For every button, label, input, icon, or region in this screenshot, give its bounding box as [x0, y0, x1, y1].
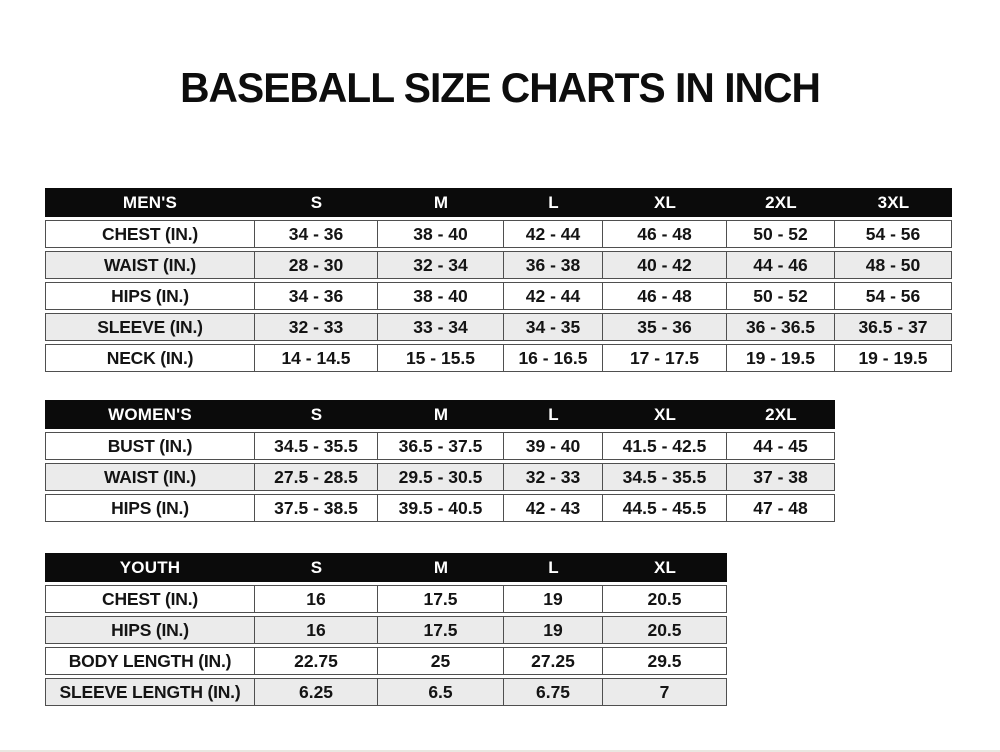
size-value-cell: 54 - 56	[835, 220, 952, 248]
size-value-cell: 37.5 - 38.5	[255, 494, 378, 522]
column-header: L	[548, 557, 559, 577]
size-value-cell: 42 - 43	[504, 494, 603, 522]
column-header: L	[548, 404, 559, 424]
size-value-cell: 33 - 34	[378, 313, 504, 341]
column-header: M	[433, 192, 449, 212]
row-label: NECK (IN.)	[45, 344, 255, 372]
size-value-cell: 44 - 45	[727, 432, 835, 460]
size-value-cell: 28 - 30	[255, 251, 378, 279]
size-value-cell: 6.5	[378, 678, 504, 706]
column-header: S	[310, 557, 323, 577]
womens-size-table	[45, 400, 835, 525]
page-title: BASEBALL SIZE CHARTS IN INCH	[180, 64, 820, 111]
table-row	[45, 494, 835, 522]
size-value-cell: 44.5 - 45.5	[603, 494, 727, 522]
size-value-cell: 42 - 44	[504, 220, 603, 248]
size-value-cell: 34.5 - 35.5	[603, 463, 727, 491]
size-value-cell: 47 - 48	[727, 494, 835, 522]
size-value-cell: 7	[603, 678, 727, 706]
row-label: HIPS (IN.)	[45, 494, 255, 522]
size-value-cell: 17.5	[378, 616, 504, 644]
row-label: HIPS (IN.)	[45, 282, 255, 310]
size-value-cell: 35 - 36	[603, 313, 727, 341]
table-row	[45, 616, 727, 644]
size-value-cell: 36 - 38	[504, 251, 603, 279]
column-header: XL	[653, 192, 677, 212]
size-value-cell: 50 - 52	[727, 282, 835, 310]
column-header: 2XL	[765, 192, 797, 212]
size-value-cell: 20.5	[603, 585, 727, 613]
size-value-cell: 36 - 36.5	[727, 313, 835, 341]
table-row	[45, 647, 727, 675]
size-value-cell: 54 - 56	[835, 282, 952, 310]
mens-size-table	[45, 188, 952, 375]
size-value-cell: 50 - 52	[727, 220, 835, 248]
size-value-cell: 39 - 40	[504, 432, 603, 460]
column-header: L	[548, 192, 559, 212]
size-value-cell: 27.25	[504, 647, 603, 675]
size-value-cell: 38 - 40	[378, 220, 504, 248]
table-row	[45, 463, 835, 491]
size-value-cell: 14 - 14.5	[255, 344, 378, 372]
size-value-cell: 16	[255, 585, 378, 613]
size-value-cell: 15 - 15.5	[378, 344, 504, 372]
table-row	[45, 313, 952, 341]
size-value-cell: 41.5 - 42.5	[603, 432, 727, 460]
table-row	[45, 344, 952, 372]
size-value-cell: 48 - 50	[835, 251, 952, 279]
column-header: 2XL	[765, 404, 797, 424]
size-value-cell: 20.5	[603, 616, 727, 644]
size-value-cell: 38 - 40	[378, 282, 504, 310]
table-row	[45, 282, 952, 310]
table-title-cell: WOMEN'S	[108, 404, 192, 424]
size-value-cell: 34.5 - 35.5	[255, 432, 378, 460]
column-header: XL	[653, 557, 677, 577]
size-value-cell: 40 - 42	[603, 251, 727, 279]
row-label: BODY LENGTH (IN.)	[45, 647, 255, 675]
table-row	[45, 678, 727, 706]
size-value-cell: 16	[255, 616, 378, 644]
size-value-cell: 29.5	[603, 647, 727, 675]
table-title-cell: YOUTH	[119, 557, 181, 577]
size-value-cell: 44 - 46	[727, 251, 835, 279]
size-value-cell: 36.5 - 37	[835, 313, 952, 341]
row-label: CHEST (IN.)	[45, 585, 255, 613]
size-value-cell: 32 - 33	[504, 463, 603, 491]
column-header: S	[310, 192, 323, 212]
size-value-cell: 19 - 19.5	[727, 344, 835, 372]
table-row	[45, 251, 952, 279]
row-label: SLEEVE LENGTH (IN.)	[45, 678, 255, 706]
size-value-cell: 34 - 36	[255, 220, 378, 248]
row-label: CHEST (IN.)	[45, 220, 255, 248]
column-header: M	[433, 557, 449, 577]
row-label: BUST (IN.)	[45, 432, 255, 460]
size-value-cell: 42 - 44	[504, 282, 603, 310]
size-value-cell: 22.75	[255, 647, 378, 675]
size-value-cell: 32 - 33	[255, 313, 378, 341]
row-label: WAIST (IN.)	[45, 251, 255, 279]
table-row	[45, 432, 835, 460]
youth-size-table	[45, 553, 727, 709]
size-value-cell: 32 - 34	[378, 251, 504, 279]
table-row	[45, 220, 952, 248]
size-value-cell: 34 - 36	[255, 282, 378, 310]
table-header-row	[45, 553, 727, 582]
table-header-row	[45, 188, 952, 217]
size-value-cell: 19	[504, 616, 603, 644]
size-value-cell: 27.5 - 28.5	[255, 463, 378, 491]
size-value-cell: 17.5	[378, 585, 504, 613]
table-header-row	[45, 400, 835, 429]
size-value-cell: 29.5 - 30.5	[378, 463, 504, 491]
column-header: 3XL	[877, 192, 910, 212]
size-value-cell: 19 - 19.5	[835, 344, 952, 372]
size-value-cell: 19	[504, 585, 603, 613]
size-value-cell: 36.5 - 37.5	[378, 432, 504, 460]
size-value-cell: 37 - 38	[727, 463, 835, 491]
row-label: WAIST (IN.)	[45, 463, 255, 491]
size-value-cell: 46 - 48	[603, 282, 727, 310]
table-title-cell: MEN'S	[122, 192, 178, 212]
size-value-cell: 16 - 16.5	[504, 344, 603, 372]
size-value-cell: 46 - 48	[603, 220, 727, 248]
table-row	[45, 585, 727, 613]
size-value-cell: 6.25	[255, 678, 378, 706]
size-value-cell: 39.5 - 40.5	[378, 494, 504, 522]
size-value-cell: 34 - 35	[504, 313, 603, 341]
column-header: XL	[653, 404, 677, 424]
size-value-cell: 25	[378, 647, 504, 675]
size-value-cell: 17 - 17.5	[603, 344, 727, 372]
row-label: SLEEVE (IN.)	[45, 313, 255, 341]
column-header: S	[310, 404, 323, 424]
size-value-cell: 6.75	[504, 678, 603, 706]
row-label: HIPS (IN.)	[45, 616, 255, 644]
column-header: M	[433, 404, 449, 424]
